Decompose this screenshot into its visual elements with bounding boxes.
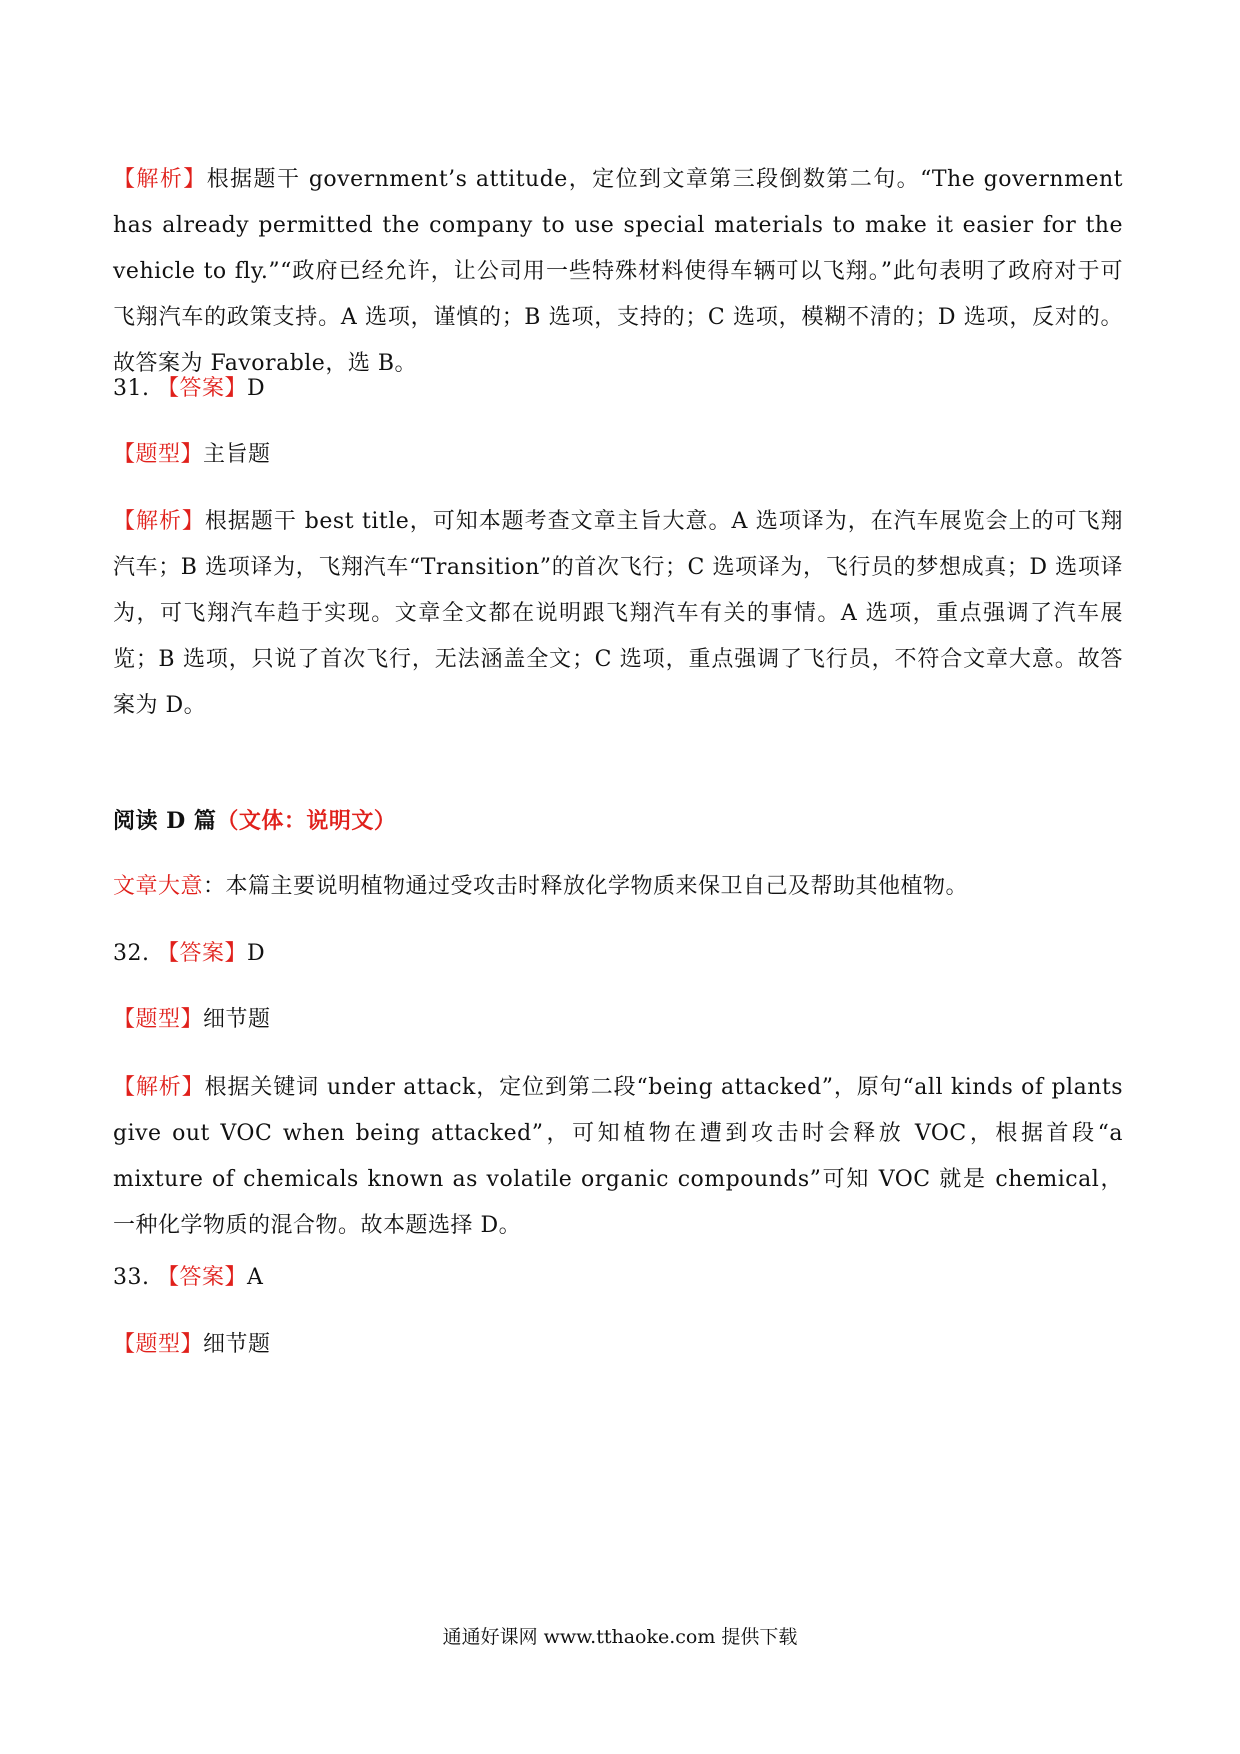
analysis-label: 【解析】: [113, 1075, 205, 1100]
type-line-q31: [113, 432, 1123, 478]
answer-label: 【答案】: [156, 376, 247, 401]
question-number: 31.: [113, 376, 157, 401]
type-label: 【题型】: [113, 1332, 204, 1357]
question-number: 32.: [113, 941, 157, 966]
analysis-label: 【解析】: [113, 167, 207, 192]
type-label: 【题型】: [113, 1007, 204, 1032]
summary-label: 文章大意: [113, 874, 204, 899]
question-number: 33.: [113, 1265, 157, 1290]
answer-line-q32: [113, 931, 1123, 977]
answer-label: 【答案】: [156, 941, 247, 966]
answer-value: A: [247, 1265, 264, 1290]
answer-label: 【答案】: [156, 1265, 247, 1290]
analysis-paragraph-q32: [113, 1065, 1123, 1249]
passage-genre: （文体：说明文）: [216, 808, 397, 834]
analysis-paragraph-q30: [113, 157, 1123, 387]
analysis-paragraph-q31: [113, 499, 1123, 729]
analysis-text: 根据题干 best title，可知本题考查文章主旨大意。A 选项译为，在汽车展览会上的可飞翔汽车；B 选项译为，飞翔汽车“Transition”的首次飞行；C 选项译为，飞行员的梦想成真；D 选项译为，可飞翔汽车趋于实现。文章全文都在说明跟飞翔汽车有关的事情。A 选项，重点强调了汽车展览；B 选项，只说了首次飞行，无法涵盖全文；C 选项，重点强调了飞行员，不符合文章大意。故答案为 D。: [113, 509, 1123, 718]
type-value: 细节题: [203, 1332, 271, 1357]
answer-line-q31: [113, 366, 1123, 412]
answer-value: D: [247, 941, 266, 966]
type-line-q32: [113, 997, 1123, 1043]
passage-summary: [113, 864, 1123, 910]
analysis-text: 根据题干 government’s attitude，定位到文章第三段倒数第二句。“The government has already permitted the company to use special materials to make it easier for the vehicle to fly.”“政府已经允许，让公司用一些特殊材料使得车辆可以飞翔。”此句表明了政府对于可飞翔汽车的政策支持。A 选项，谨慎的；B 选项，支持的；C 选项，模糊不清的；D 选项，反对的。故答案为 Favorable，选 B。: [113, 167, 1123, 376]
analysis-label: 【解析】: [113, 509, 205, 534]
type-value: 主旨题: [203, 442, 271, 467]
type-value: 细节题: [203, 1007, 271, 1032]
passage-title: 阅读 D 篇: [113, 808, 217, 834]
type-label: 【题型】: [113, 442, 204, 467]
summary-text: 本篇主要说明植物通过受攻击时释放化学物质来保卫自己及帮助其他植物。: [225, 874, 969, 899]
passage-heading: [113, 798, 1123, 844]
answer-line-q33: [113, 1255, 1123, 1301]
page-footer: 通通好课网 www.tthaoke.com 提供下载: [442, 1626, 798, 1648]
answer-value: D: [247, 376, 266, 401]
analysis-text: 根据关键词 under attack，定位到第二段“being attacked”，原句“all kinds of plants give out VOC when being attacked”，可知植物在遭到攻击时会释放 VOC，根据首段“a mixture of chemicals known as volatile organic compounds”可知 VOC 就是 chemical，一种化学物质的混合物。故本题选择 D。: [113, 1075, 1123, 1238]
summary-colon: ：: [203, 874, 226, 899]
type-line-q33: [113, 1322, 1123, 1368]
